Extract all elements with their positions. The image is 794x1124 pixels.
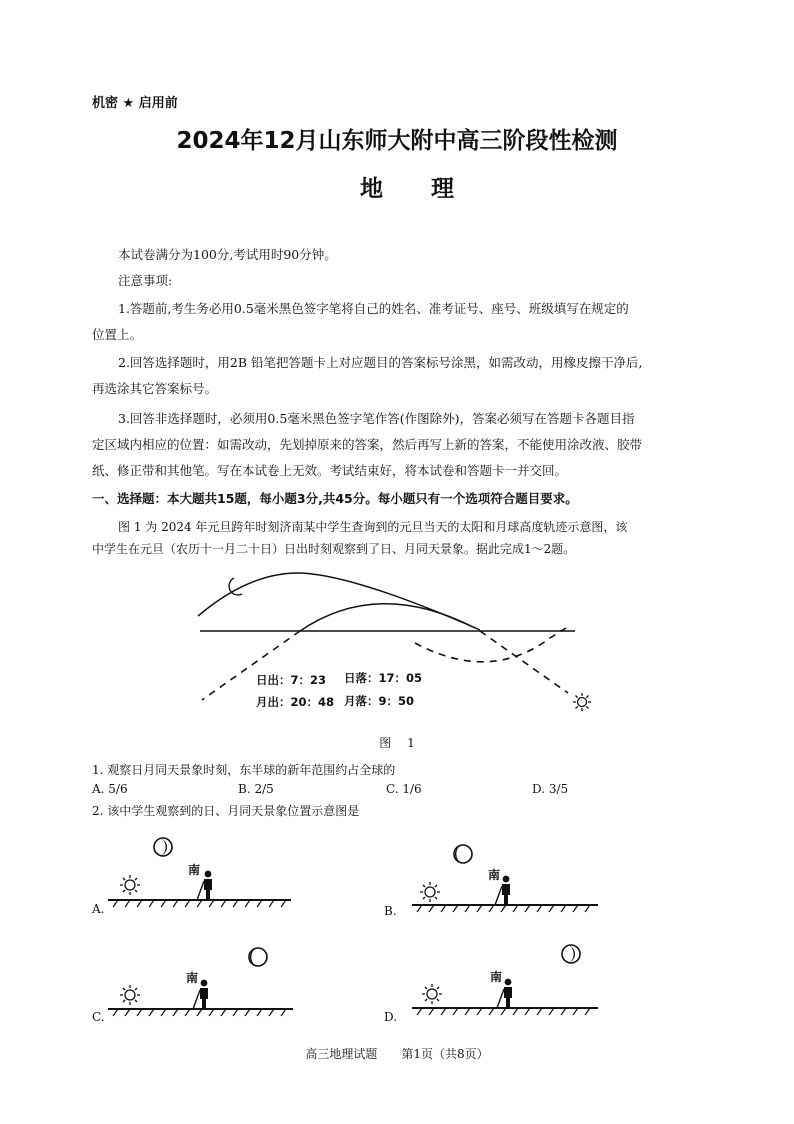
q2-option-a-diagram[interactable] [108,832,298,917]
notice-item-3-cont: 定区域内相应的位置：如需改动，先划掉原来的答案，然后再写上新的答案，不能使用涂改液、胶带 [92,437,643,452]
q2-option-d-diagram[interactable] [412,936,602,1021]
sunrise-time: 日出：7：23 [256,673,327,687]
q2-option-d-label[interactable]: D. [384,1010,398,1024]
south-label: 南 [490,970,503,984]
ground-hatching [113,1009,286,1016]
question-intro-cont: 中学生在元旦（农历十一月二十日）日出时刻观察到了日、月同天景象。据此完成1～2题。 [92,542,576,556]
moon-icon [154,838,172,856]
sun-icon [573,693,591,711]
page-footer: 高三地理试题 第1页（共8页） [305,1047,489,1061]
sun-icon [422,984,442,1004]
q2-option-a-label[interactable]: A. [92,902,105,916]
sun-icon [120,985,140,1005]
q1-option-d[interactable]: D. 3/5 [532,782,569,796]
moonset-time: 月落：9：50 [344,694,415,708]
sun-icon [420,882,440,902]
ground-hatching [113,900,286,907]
notice-item-2: 2.回答选择题时，用2B 铅笔把答题卡上对应题目的答案标号涂黑，如需改动，用橡皮擦干净后, [118,355,643,370]
sun-icon [120,875,140,895]
notice-item-2-cont: 再选涂其它答案标号。 [92,381,218,396]
q1-option-a[interactable]: A. 5/6 [92,782,128,796]
sun-trajectory-below [415,628,566,662]
q2-option-b-label[interactable]: B. [384,904,397,918]
moon-icon [454,845,472,863]
sunset-time: 日落：17：05 [344,671,423,685]
moon-trajectory [198,573,480,630]
notice-item-1: 1.答题前,考生务必用0.5毫米黑色签字笔将自己的姓名、准考证号、座号、班级填写在规定的 [118,301,629,316]
notice-item-1-cont: 位置上。 [92,327,143,342]
q2-option-c-diagram[interactable] [108,940,298,1025]
question-1-stem: 1. 观察日月同天景象时刻，东半球的新年范围约占全球的 [92,763,396,777]
confidential-label: 机密 ★ 启用前 [92,96,178,111]
q2-option-b-diagram[interactable] [412,832,602,917]
subject-title: 地 理 [359,176,474,202]
moon-icon [249,948,267,966]
ground-hatching [417,1008,590,1015]
crescent-moon-icon [229,578,242,595]
question-intro: 图 1 为 2024 年元旦跨年时刻济南某中学生查询到的元旦当天的太阳和月球高度轨迹示意图，该 [118,520,628,534]
exam-title: 2024年12月山东师大附中高三阶段性检测 [176,128,618,154]
question-2-stem: 2. 该中学生观察到的日、月同天景象位置示意图是 [92,804,360,818]
moonrise-time: 月出：20：48 [256,695,335,709]
ground-hatching [417,905,590,912]
figure-caption: 图 1 [379,736,415,750]
south-label: 南 [188,863,201,877]
section-heading: 一、选择题：本大题共15题，每小题3分,共45分。每小题只有一个选项符合题目要求。 [92,491,578,506]
q2-option-c-label[interactable]: C. [92,1010,105,1024]
notice-item-3-end: 纸、修正带和其他笔。写在本试卷上无效。考试结束好，将本试卷和答题卡一并交回。 [92,463,568,478]
moon-icon [562,945,580,963]
notice-title: 注意事项: [118,273,173,288]
q1-option-c[interactable]: C. 1/6 [386,782,422,796]
q1-option-b[interactable]: B. 2/5 [238,782,274,796]
south-label: 南 [488,868,501,882]
notice-item-3: 3.回答非选择题时，必须用0.5毫米黑色签字笔作答(作图除外)，答案必须写在答题卡各题目指 [118,411,635,426]
exam-info: 本试卷满分为100分,考试用时90分钟。 [118,247,337,262]
moon-trajectory-below [202,631,300,700]
south-label: 南 [186,971,199,985]
